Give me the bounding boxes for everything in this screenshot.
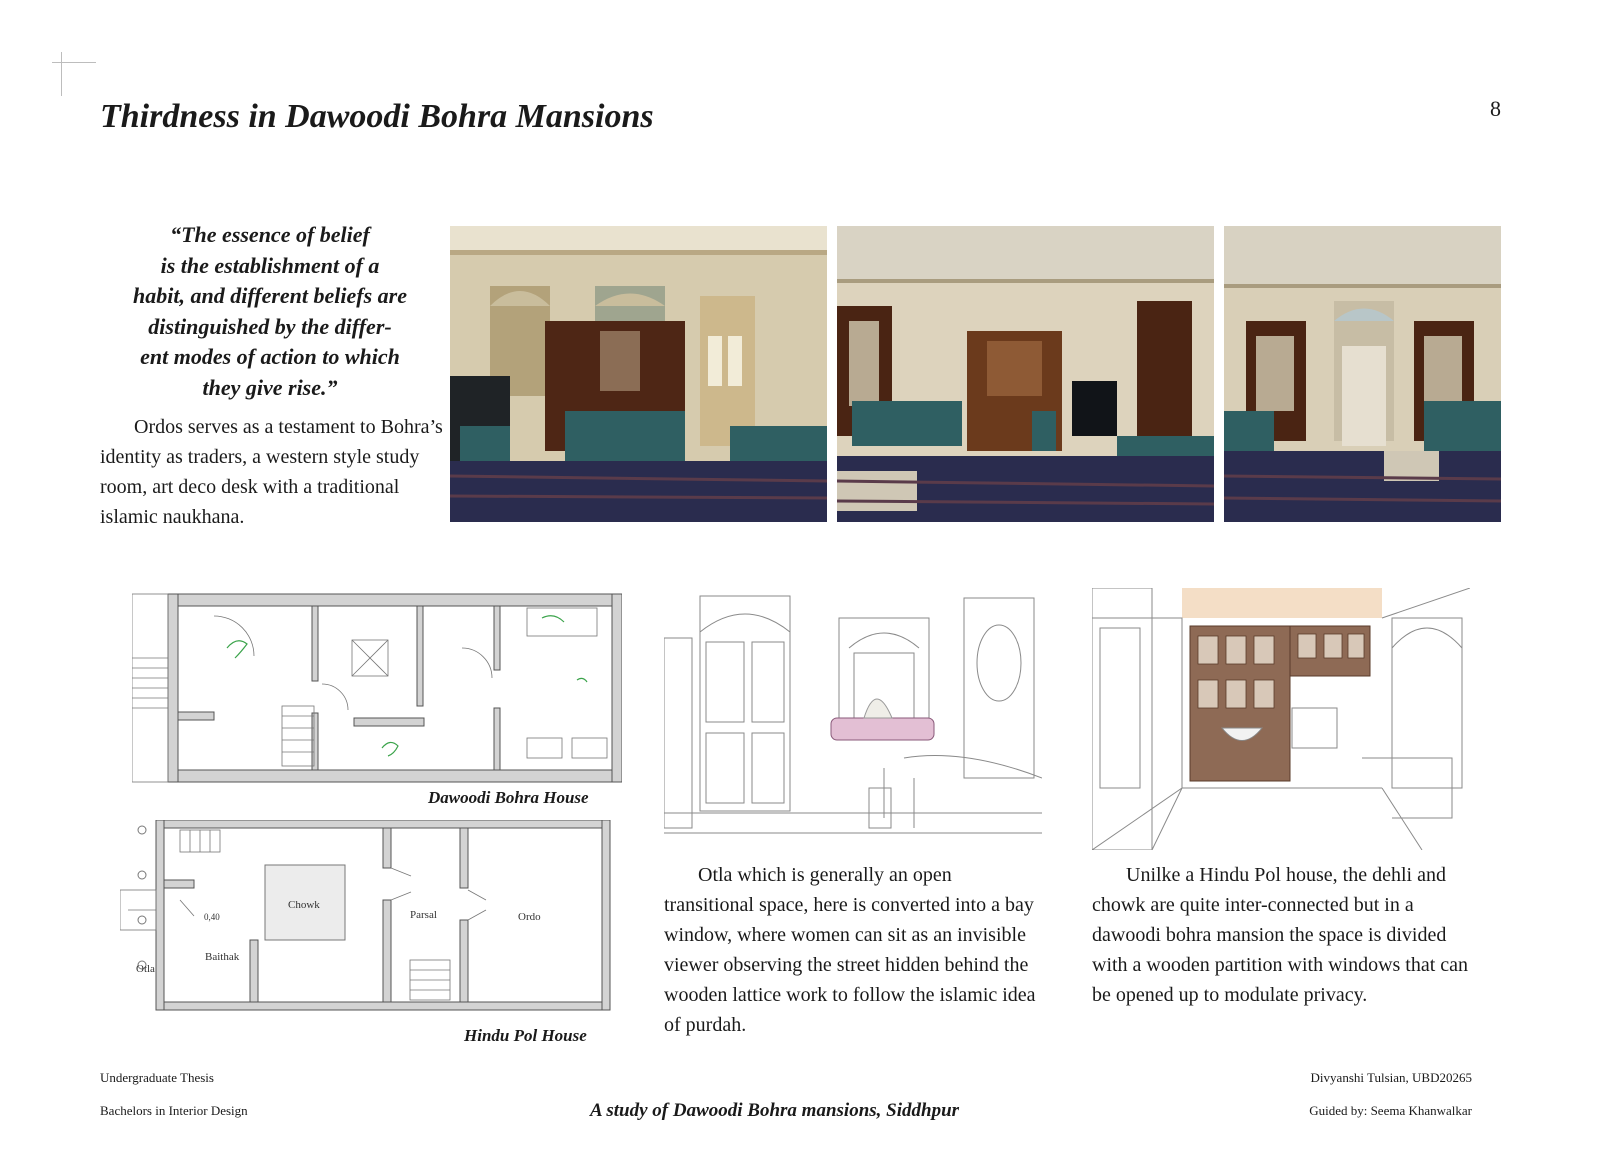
intro-paragraph: Ordos serves as a testament to Bohra’s identity as traders, a western style study room, art deco desk with a traditional islamic naukhana. [100, 416, 443, 528]
plan-label-baithak: Baithak [205, 951, 240, 963]
bohra-plan-caption: Dawoodi Bohra House [428, 788, 589, 807]
hindu-plan-caption: Hindu Pol House [464, 1026, 587, 1045]
quote-line: they give rise.” [202, 374, 338, 400]
quote-line: “The essence of belief [170, 222, 370, 247]
page-number: 8 [1490, 96, 1501, 121]
otla-bay-window-sketch [664, 588, 1042, 850]
plan-label-parsal: Parsal [410, 909, 437, 921]
dawoodi-bohra-floor-plan [132, 588, 622, 788]
dehli-paragraph: Unilke a Hindu Pol house, the dehli and chowk are quite inter-connected but in a dawoodi bohra mansion the space is divided with a wooden partition with windows that can be opened up to modulate privacy. [1092, 864, 1469, 1006]
quote-line: distinguished by the differ- [148, 313, 392, 339]
footer-thesis: Undergraduate Thesis [100, 1070, 214, 1085]
footer-guide: Guided by: Seema Khanwalkar [1309, 1103, 1472, 1118]
footer-subtitle: A study of Dawoodi Bohra mansions, Siddhpur [590, 1100, 960, 1121]
quote-line: ent modes of action to which [140, 344, 400, 369]
footer-author: Divyanshi Tulsian, UBD20265 [1310, 1070, 1472, 1085]
pull-quote [100, 220, 440, 403]
hindu-pol-floor-plan [120, 820, 620, 1020]
plan-label-ordo: Ordo [518, 911, 541, 923]
ordo-room-photo-1 [450, 226, 827, 522]
ordo-room-photo-3 [1224, 226, 1501, 522]
footer-degree: Bachelors in Interior Design [100, 1103, 248, 1118]
page-title: Thirdness in Dawoodi Bohra Mansions [100, 98, 654, 135]
plan-label-level: 0,40 [204, 912, 220, 922]
quote-line: is the establishment of a [160, 252, 380, 278]
otla-paragraph: Otla which is generally an open transitional space, here is converted into a bay window, where women can sit as an invisible viewer observing the street hidden behind the wooden lattice work to follow the islamic idea of purdah. [664, 864, 1036, 1036]
crop-mark-vertical [61, 52, 62, 96]
crop-mark-horizontal [52, 62, 96, 63]
quote-line: habit, and different beliefs are [133, 283, 407, 308]
plan-label-chowk: Chowk [288, 899, 320, 911]
wooden-partition-sketch [1092, 588, 1470, 850]
ordo-room-photo-2 [837, 226, 1214, 522]
plan-label-otla: Otla [136, 963, 155, 975]
